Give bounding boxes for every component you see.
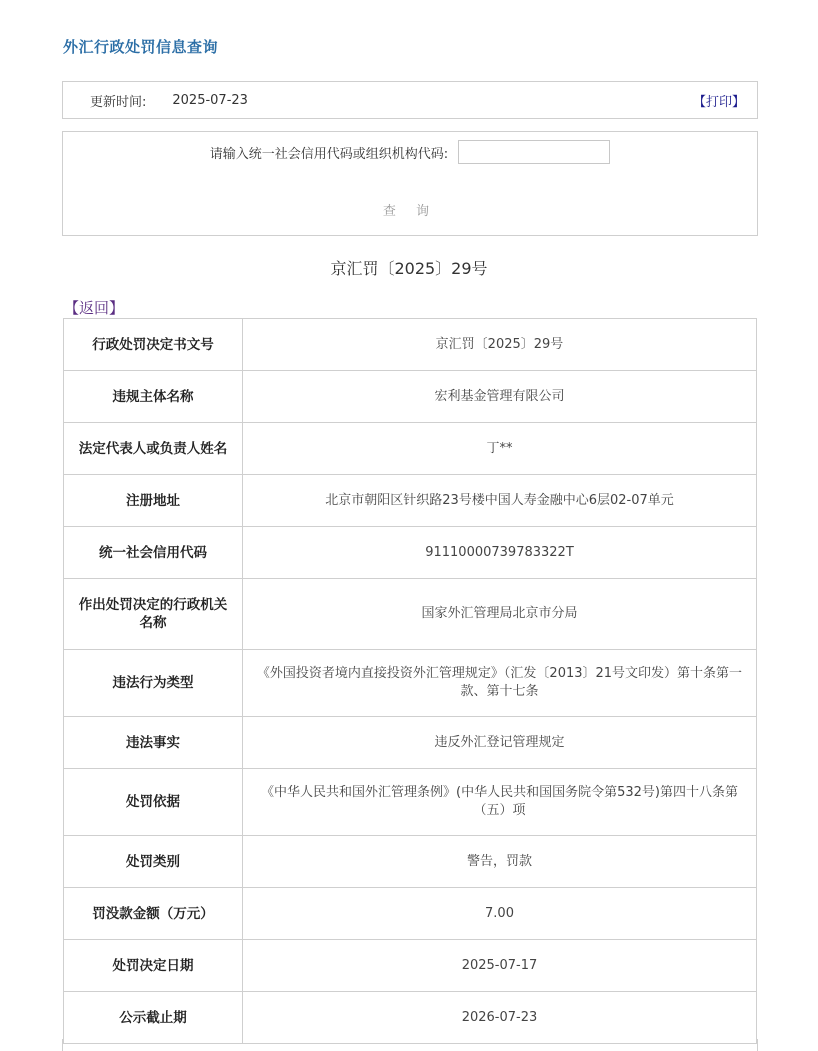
table-row — [64, 650, 757, 717]
table-row — [64, 579, 757, 650]
row-key: 法定代表人或负责人姓名 — [64, 423, 243, 475]
table-row — [64, 769, 757, 836]
row-key: 处罚类别 — [64, 836, 243, 888]
row-value: 《中华人民共和国外汇管理条例》(中华人民共和国国务院令第532号)第四十八条第（五）项 — [243, 769, 757, 836]
row-value: 7.00 — [243, 888, 757, 940]
row-key: 处罚依据 — [64, 769, 243, 836]
row-value: 91110000739783322T — [243, 527, 757, 579]
row-value: 违反外汇登记管理规定 — [243, 717, 757, 769]
row-value: 《外国投资者境内直接投资外汇管理规定》（汇发〔2013〕21号文印发）第十条第一款、第十七条 — [243, 650, 757, 717]
row-key: 违法事实 — [64, 717, 243, 769]
penalty-detail-table — [63, 318, 757, 1044]
page-title: 外汇行政处罚信息查询 — [63, 38, 219, 56]
document-heading: 京汇罚〔2025〕29号 — [330, 259, 488, 278]
table-row — [64, 371, 757, 423]
search-panel — [62, 131, 758, 236]
row-key: 注册地址 — [64, 475, 243, 527]
row-value: 2026-07-23 — [243, 992, 757, 1044]
table-row — [64, 992, 757, 1044]
row-value: 丁** — [243, 423, 757, 475]
table-row — [64, 475, 757, 527]
row-key: 处罚决定日期 — [64, 940, 243, 992]
row-value: 国家外汇管理局北京市分局 — [243, 579, 757, 650]
row-value: 京汇罚〔2025〕29号 — [243, 319, 757, 371]
query-button[interactable]: 查 询 — [63, 200, 757, 219]
table-row — [64, 888, 757, 940]
outer-frame-edge — [62, 1039, 758, 1051]
row-key: 统一社会信用代码 — [64, 527, 243, 579]
credit-code-input[interactable] — [458, 140, 610, 164]
row-value: 宏利基金管理有限公司 — [243, 371, 757, 423]
table-row — [64, 836, 757, 888]
row-key: 公示截止期 — [64, 992, 243, 1044]
row-key: 违规主体名称 — [64, 371, 243, 423]
row-key: 行政处罚决定书文号 — [64, 319, 243, 371]
update-time-value: 2025-07-23 — [172, 92, 248, 108]
row-value: 2025-07-17 — [243, 940, 757, 992]
update-time-label: 更新时间: — [90, 94, 147, 110]
search-label: 请输入统一社会信用代码或组织机构代码: — [209, 146, 449, 162]
table-row — [64, 717, 757, 769]
row-key: 罚没款金额（万元） — [64, 888, 243, 940]
table-row — [64, 423, 757, 475]
row-value: 警告，罚款 — [243, 836, 757, 888]
back-link[interactable]: 【返回】 — [64, 299, 125, 317]
table-row — [64, 940, 757, 992]
table-row — [64, 319, 757, 371]
search-row — [63, 140, 757, 164]
print-link[interactable]: 【打印】 — [692, 94, 745, 110]
update-bar — [62, 81, 758, 119]
table-row — [64, 527, 757, 579]
row-key: 违法行为类型 — [64, 650, 243, 717]
row-key: 作出处罚决定的行政机关名称 — [64, 579, 243, 650]
row-value: 北京市朝阳区针织路23号楼中国人寿金融中心6层02-07单元 — [243, 475, 757, 527]
